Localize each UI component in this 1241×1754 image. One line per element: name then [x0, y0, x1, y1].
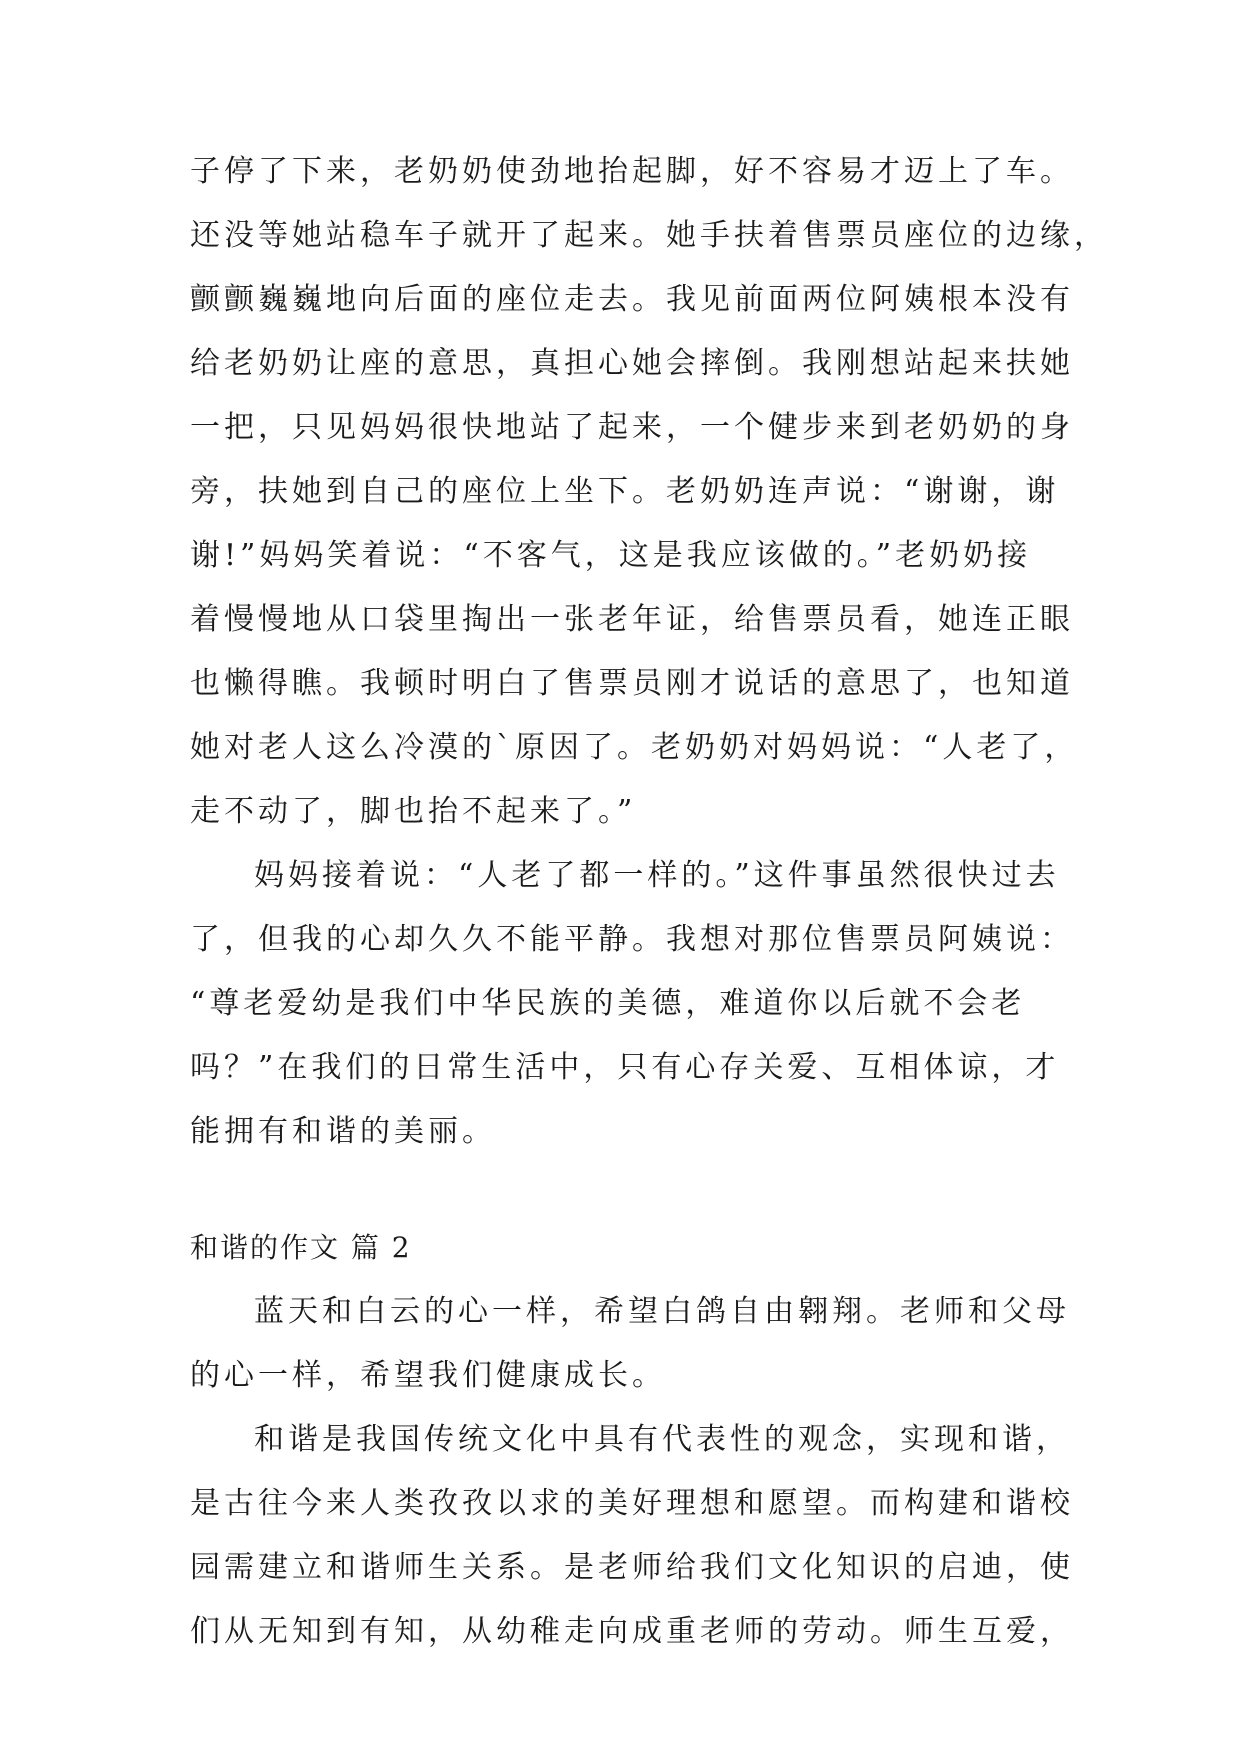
text-line: 谢!”妈妈笑着说：“不客气，这是我应该做的。”老奶奶接 [190, 538, 1032, 573]
text-line: 园需建立和谐师生关系。是老师给我们文化知识的启迪，使 [190, 1550, 1074, 1585]
text-line: “尊老爱幼是我们中华民族的美德，难道你以后就不会老 [190, 986, 1026, 1021]
text-line: 妈妈接着说：“人老了都一样的。”这件事虽然很快过去 [254, 858, 1060, 893]
text-line: 和谐是我国传统文化中具有代表性的观念，实现和谐， [254, 1422, 1070, 1457]
text-line: 也懒得瞧。我顿时明白了售票员刚才说话的意思了，也知道 [190, 666, 1074, 701]
text-line: 蓝天和白云的心一样，希望白鸽自由翱翔。老师和父母 [254, 1294, 1070, 1329]
text-line: 走不动了，脚也抬不起来了。” [190, 794, 637, 829]
text-line: 还没等她站稳车子就开了起来。她手扶着售票员座位的边缘， [190, 218, 1108, 253]
text-line: 她对老人这么冷漠的`原因了。老奶奶对妈妈说：“人老了， [190, 730, 1079, 765]
text-line: 们从无知到有知，从幼稚走向成重老师的劳动。师生互爱， [190, 1614, 1074, 1649]
text-line: 颤颤巍巍地向后面的座位走去。我见前面两位阿姨根本没有 [190, 282, 1074, 317]
text-line: 是古往今来人类孜孜以求的美好理想和愿望。而构建和谐校 [190, 1486, 1074, 1521]
text-line: 着慢慢地从口袋里掏出一张老年证，给售票员看，她连正眼 [190, 602, 1074, 637]
text-line: 一把，只见妈妈很快地站了起来，一个健步来到老奶奶的身 [190, 410, 1074, 445]
text-line: 吗？”在我们的日常生活中，只有心存关爱、互相体谅，才 [190, 1050, 1060, 1085]
essay-heading: 和谐的作文 篇 2 [190, 1231, 412, 1264]
text-line: 子停了下来，老奶奶使劲地抬起脚，好不容易才迈上了车。 [190, 154, 1074, 189]
text-line: 给老奶奶让座的意思，真担心她会摔倒。我刚想站起来扶她 [190, 346, 1074, 381]
text-line: 旁，扶她到自己的座位上坐下。老奶奶连声说：“谢谢，谢 [190, 474, 1060, 509]
text-line: 能拥有和谐的美丽。 [190, 1114, 496, 1149]
text-line: 了，但我的心却久久不能平静。我想对那位售票员阿姨说： [190, 922, 1074, 957]
text-line: 的心一样，希望我们健康成长。 [190, 1358, 666, 1393]
